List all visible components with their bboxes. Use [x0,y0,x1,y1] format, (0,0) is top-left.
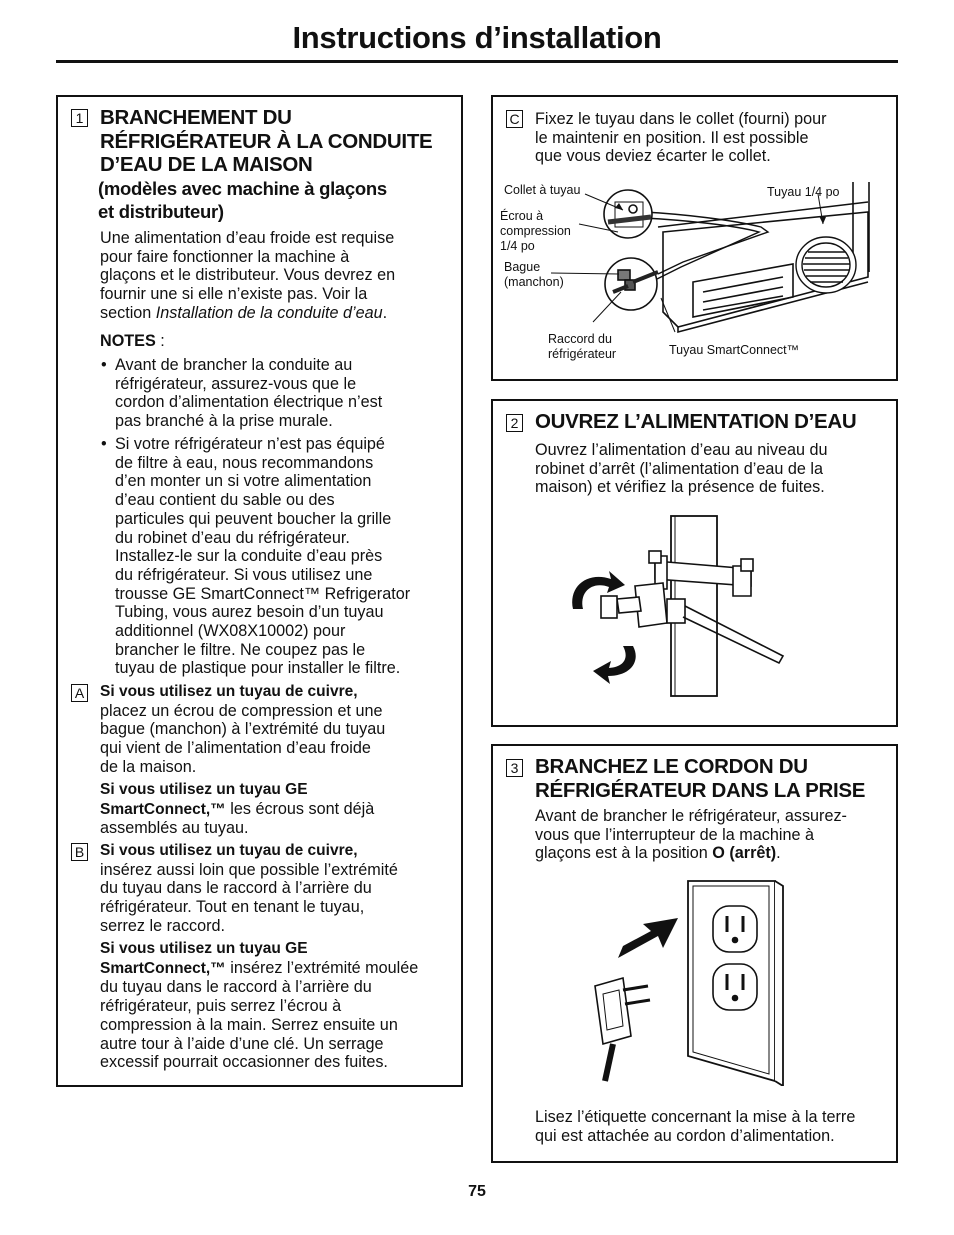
bullet-icon: • [101,356,107,374]
bullet-icon: • [101,435,107,453]
step2-box [491,399,898,727]
step1-heading: BRANCHEMENT DU RÉFRIGÉRATEUR À LA CONDUITE D’EAU DE LA MAISON [100,106,433,176]
substep-b-letter: B [71,843,88,861]
step3-number: 3 [506,759,523,777]
step2-number: 2 [506,414,523,432]
step3-box [491,744,898,1163]
shutoff-valve-diagram [563,511,823,701]
fan-icon [796,237,856,293]
substep-b-text: Si vous utilisez un tuyau de cuivre, insérez aussi loin que possible l’extrémité du tuyau dans le raccord à l’arrière du réfrigérateur. Tout en tenant le tuyau, serrez le raccord. [100,842,398,935]
insert-arrow-icon [618,918,678,958]
magnifier-fitting [605,258,658,310]
step3-heading: BRANCHEZ LE CORDON DU RÉFRIGÉRATEUR DANS LA PRISE [535,755,866,802]
label-raccord: Raccord du réfrigérateur [548,332,617,361]
substep-a-letter: A [71,684,88,702]
note-2: • Si votre réfrigérateur n’est pas équipé de filtre à eau, nous recommandons d’en monter un si votre alimentation d’eau contient du sable ou des particules qui peuvent boucher la grille du robinet d’eau du réfrigérateur. Installez-le sur la conduite d’eau près du réfrigérateur. Si vous utilisez une trousse GE SmartConnect™ Refrigerator Tubing, vous aurez besoin d’un tuyau additionnel (WX08X10002) pour brancher le filtre. Ne coupez pas le tuyau de plastique pour installer le filtre. [101,435,411,678]
rotate-arrow-icon [572,571,635,684]
step2-text: Ouvrez l’alimentation d’eau au niveau du robinet d’arrêt (l’alimentation d’eau de la maison) et vérifiez la présence de fuites. [535,441,828,497]
label-tuyau-quart: Tuyau 1/4 po [767,185,840,199]
label-collet: Collet à tuyau [504,183,581,197]
wall-outlet-diagram [583,876,793,1086]
step2-heading: OUVREZ L’ALIMENTATION D’EAU [535,410,857,433]
substep-b-ge-text: Si vous utilisez un tuyau GE SmartConnect,™ insérez l’extrémité moulée du tuyau dans le raccord à l’arrière du réfrigérateur, puis serrez l’écrou à compression à la main. Serrez ensuite un autre tour à l’aide d’une clé. Un serrage excessif pourrait occasionner des fuites. [100,940,419,1072]
step1-subheading: (modèles avec machine à glaçons et distributeur) [98,178,387,222]
notes-label: NOTES : [100,332,165,350]
label-bague: Bague (manchon) [504,260,564,289]
plug-icon [595,978,650,1081]
step3-footer: Lisez l’étiquette concernant la mise à la terre qui est attachée au cordon d’alimentation. [535,1108,856,1145]
page-title: Instructions d’installation [292,20,662,55]
step-c-box [491,95,898,381]
step1-box [56,95,463,1087]
title-rule [56,60,898,63]
label-smartconnect: Tuyau SmartConnect™ [669,343,800,357]
page-number: 75 [468,1183,486,1200]
step3-text: Avant de brancher le réfrigérateur, assurez- vous que l’interrupteur de la machine à glaçons est à la position O (arrêt). [535,807,847,863]
note-1: • Avant de brancher la conduite au réfrigérateur, assurez-vous que le cordon d’alimentation électrique n’est pas branché à la prise murale. [101,356,383,431]
substep-c-letter: C [506,110,523,128]
label-ecrou: Écrou à compression 1/4 po [500,209,571,253]
step1-intro: Une alimentation d’eau froide est requise pour faire fonctionner la machine à glaçons et le distributeur. Vous devrez en fournir une si elle n’existe pas. Voir la section Installation de la conduite d’eau. [100,229,396,322]
substep-a-text: Si vous utilisez un tuyau de cuivre, placez un écrou de compression et une bague (manchon) à l’extrémité du tuyau qui vient de l’alimentation d’eau froide de la maison. [100,683,386,776]
step1-number: 1 [71,109,88,127]
substep-a-ge-text: Si vous utilisez un tuyau GE SmartConnect,™ les écrous sont déjà assemblés au tuyau. [100,781,375,838]
substep-c-text: Fixez le tuyau dans le collet (fourni) pour le maintenir en position. Il est possible que vous deviez écarter le collet. [535,110,827,166]
